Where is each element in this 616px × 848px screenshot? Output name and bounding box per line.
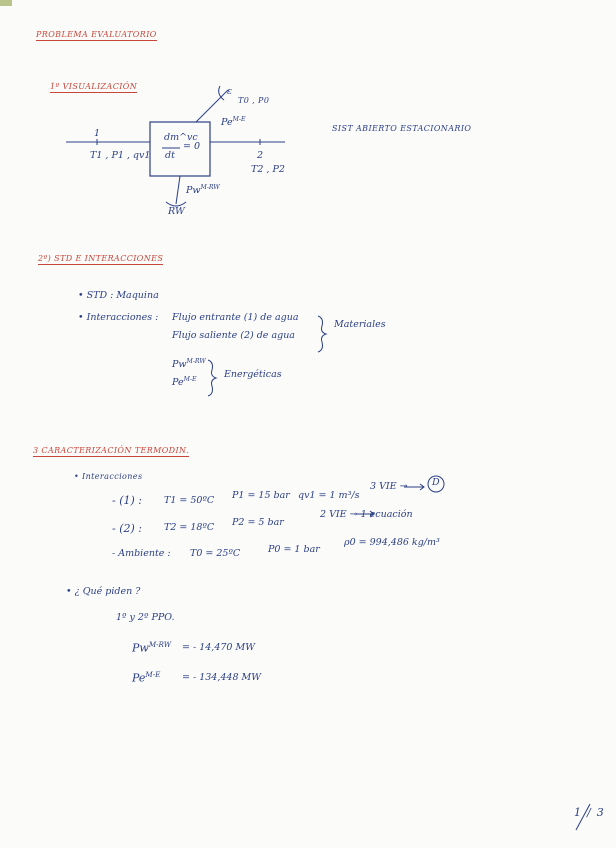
row1-note: 3 VIE → — [370, 481, 408, 492]
result-pw: $Pw^{M-RW}$ — [132, 640, 172, 655]
box-dt-label: dt — [165, 150, 175, 161]
row2-note: 2 VIE → 1 ecuación — [320, 509, 413, 520]
row3-label: - Ambiente : — [112, 548, 171, 559]
flow-out-line: Flujo saliente (2) de agua — [172, 330, 295, 341]
environment-symbol: ε — [227, 86, 233, 97]
document-title: PROBLEMA EVALUATORIO — [36, 30, 157, 39]
std-line: • STD : Maquina — [78, 290, 159, 301]
row3-density: ρ0 = 994,486 kg/m³ — [344, 537, 440, 548]
question-line: • ¿ Qué piden ? — [66, 586, 141, 597]
row1-pressure: P1 = 15 bar — [232, 490, 290, 501]
box-dm-label: dm^vc — [164, 132, 198, 143]
row2-temperature: T2 = 18ºC — [164, 522, 215, 533]
materials-brace — [318, 316, 326, 352]
interactions-label: • Interacciones : — [78, 312, 159, 323]
system-type-note: SIST ABIERTO ESTACIONARIO — [332, 124, 472, 133]
energetic-brace — [208, 360, 216, 396]
control-volume-box — [150, 122, 210, 176]
energetic-pw: $Pw^{M-RW}$ — [172, 358, 206, 371]
power-w-line — [176, 176, 180, 204]
row1-circled-d: D — [432, 477, 440, 488]
section2-title: 2º) STD E INTERACCIONES — [38, 254, 164, 263]
section3-title: 3 CARACTERIZACIÓN TERMODIN. — [33, 446, 189, 455]
environment-label: T0 , P0 — [238, 96, 270, 105]
result-pe-value: = - 134,448 MW — [182, 672, 262, 683]
power-w-label: $Pw^{M-RW}$ — [186, 184, 220, 197]
row2-pressure: P2 = 5 bar — [232, 517, 284, 528]
inlet-label: T1 , P1 , qv1 — [90, 150, 151, 161]
row1-flow: qv1 = 1 m³/s — [298, 490, 360, 501]
interactions-heading: • Interacciones — [74, 472, 143, 481]
outlet-label: T2 , P2 — [251, 164, 285, 175]
box-equals-zero: = 0 — [183, 141, 201, 152]
flow-in-line: Flujo entrante (1) de agua — [172, 312, 299, 323]
materials-label: Materiales — [334, 319, 386, 330]
row3-pressure: P0 = 1 bar — [268, 544, 320, 555]
energetic-pe: $Pe^{M-E}$ — [172, 376, 197, 389]
row3-temperature: T0 = 25ºC — [190, 548, 241, 559]
page-number: 1/3 — [574, 806, 610, 819]
energetic-label: Energéticas — [224, 369, 282, 380]
result-pe: $Pe^{M-E}$ — [132, 670, 161, 685]
row2-label: - (2) : — [112, 522, 142, 535]
row1-label: - (1) : — [112, 494, 142, 507]
ppo-line: 1º y 2º PPO. — [116, 612, 175, 623]
inlet-number: 1 — [94, 128, 101, 139]
rw-label: RW — [168, 206, 185, 217]
section1-title: 1º VISUALIZACIÓN — [50, 82, 138, 91]
row1-temperature: T1 = 50ºC — [164, 495, 215, 506]
power-e-label: $Pe^{M-E}$ — [221, 116, 246, 129]
outlet-number: 2 — [257, 150, 264, 161]
result-pw-value: = - 14,470 MW — [182, 642, 255, 653]
